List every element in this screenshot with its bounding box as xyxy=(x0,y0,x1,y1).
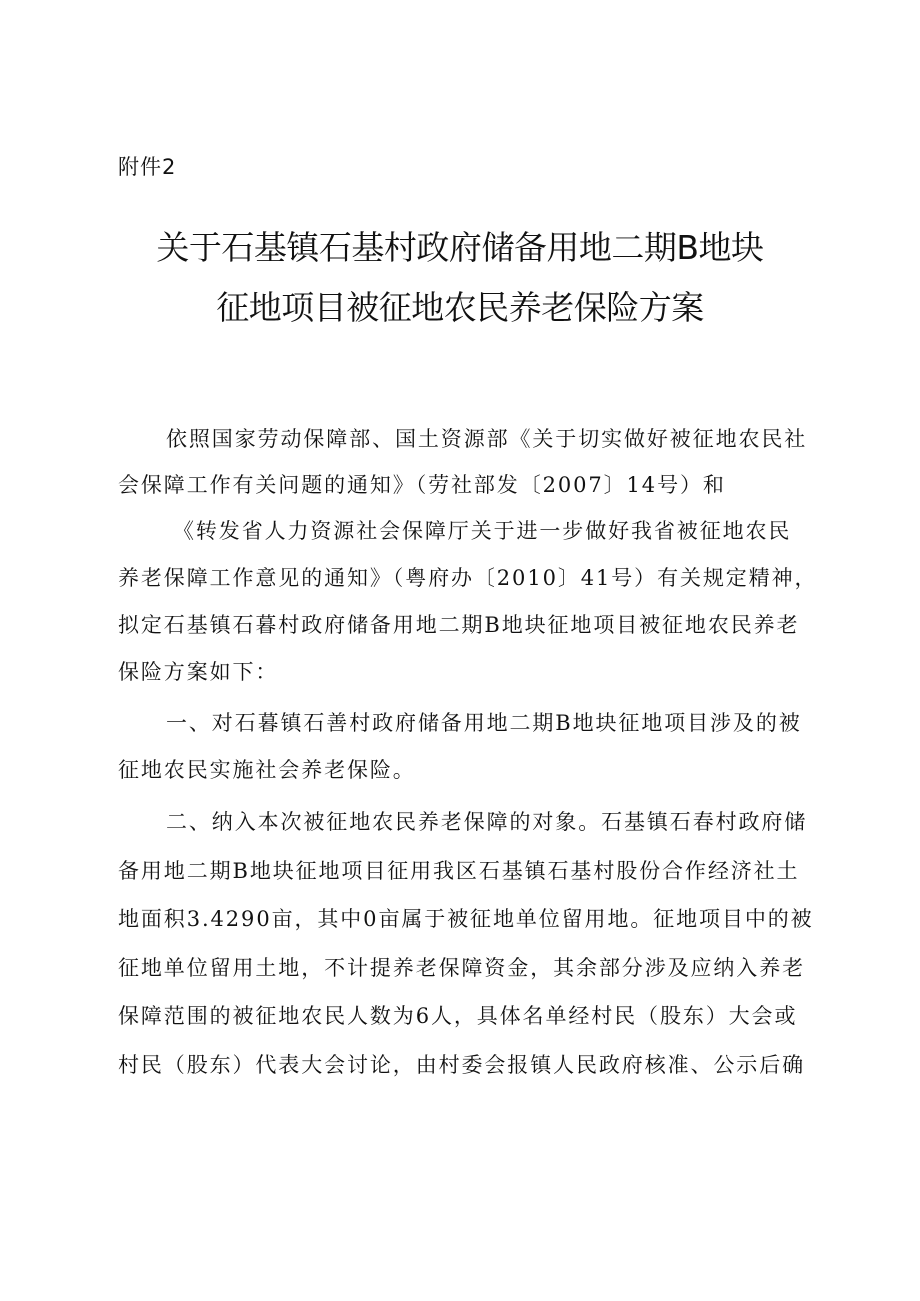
paragraph-line-5: 拟定石基镇石暮村政府储备用地二期B地块征地项目被征地农民养老 xyxy=(118,613,800,637)
document-title-line-2: 征地项目被征地农民养老保险方案 xyxy=(216,288,704,327)
paragraph-line-4: 养老保障工作意见的通知》（粤府办〔2010〕41号）有关规定精神， xyxy=(118,566,818,590)
paragraph-line-8: 征地农民实施社会养老保险。 xyxy=(118,758,416,782)
paragraph-line-13: 保障范围的被征地农民人数为6人，具体名单经村民（股东）大会或 xyxy=(118,1004,798,1028)
paragraph-line-14: 村民（股东）代表大会讨论，由村委会报镇人民政府核准、公示后确 xyxy=(118,1053,805,1077)
paragraph-line-7: 一、对石暮镇石善村政府储备用地二期B地块征地项目涉及的被 xyxy=(166,711,802,735)
paragraph-line-1: 依照国家劳动保障部、国土资源部《关于切实做好被征地农民社 xyxy=(166,427,808,451)
paragraph-line-3: 《转发省人力资源社会保障厅关于进一步做好我省被征地农民 xyxy=(173,519,792,543)
paragraph-line-12: 征地单位留用土地，不计提养老保障资金，其余部分涉及应纳入养老 xyxy=(118,956,805,980)
paragraph-line-9: 二、纳入本次被征地农民养老保障的对象。石基镇石春村政府储 xyxy=(166,810,808,834)
paragraph-line-10: 备用地二期B地块征地项目征用我区石基镇石基村股份合作经济社土 xyxy=(118,859,800,883)
paragraph-line-6: 保险方案如下： xyxy=(118,660,279,684)
paragraph-line-2: 会保障工作有关问题的通知》（劳社部发〔2007〕14号）和 xyxy=(118,473,726,497)
attachment-label: 附件2 xyxy=(118,155,177,179)
paragraph-line-11: 地面积3.4290亩，其中0亩属于被征地单位留用地。征地项目中的被 xyxy=(118,907,814,931)
document-title-line-1: 关于石基镇石基村政府储备用地二期B地块 xyxy=(156,228,764,267)
